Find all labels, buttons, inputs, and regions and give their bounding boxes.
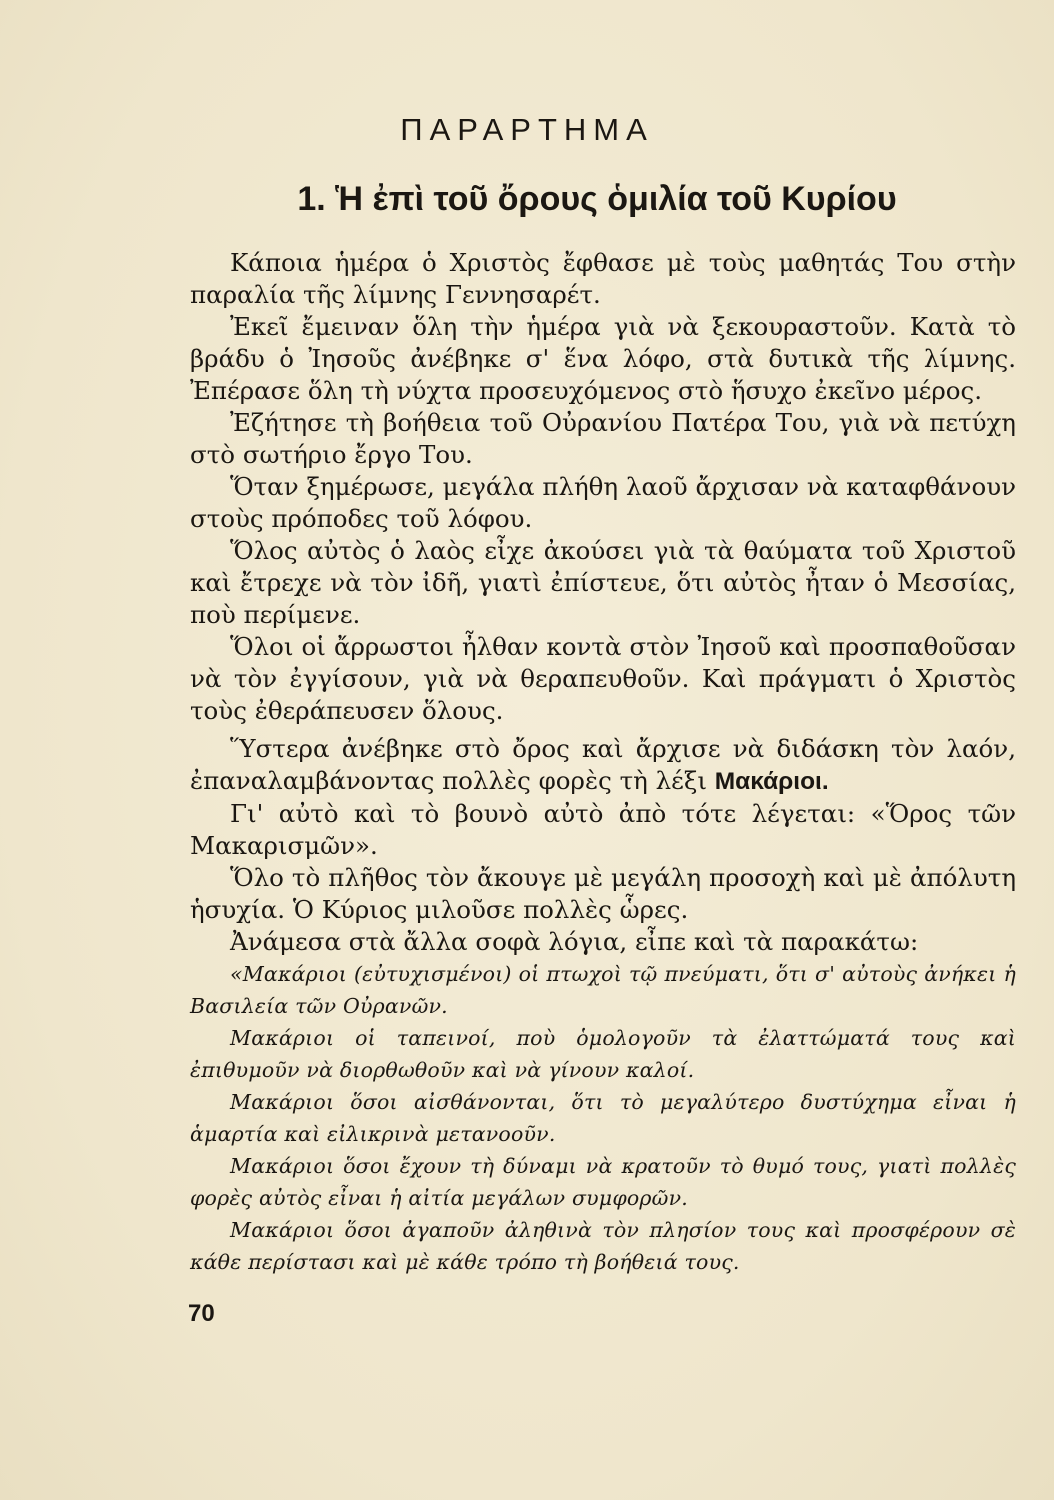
paragraph-6: Ὅλοι οἱ ἄρρωστοι ἦλθαν κοντὰ στὸν Ἰησοῦ καὶ προσπαθοῦσαν νὰ τὸν ἐγγίσουν, γιὰ νὰ θεραπευθοῦν. Καὶ πράγματι ὁ Χριστὸς τοὺς ἐθεράπευσεν ὅλους. [190,632,1016,725]
paragraph-1: Κάποια ἡμέρα ὁ Χριστὸς ἔφθασε μὲ τοὺς μαθητάς Του στὴν παραλία τῆς λίμνης Γεννησαρέτ. [190,248,1016,309]
paragraph-5: Ὅλος αὐτὸς ὁ λαὸς εἶχε ἀκούσει γιὰ τὰ θαύματα τοῦ Χριστοῦ καὶ ἔτρεχε νὰ τὸν ἰδῆ, γιατὶ ἐπίστευε, ὅτι αὐτὸς ἦταν ὁ Μεσσίας, ποὺ περίμενε. [190,536,1016,629]
makarioi-word: Μακάριοι. [714,768,829,795]
paragraph-7 [190,733,1016,798]
beatitude-3: Μακάριοι ὅσοι αἰσθάνονται, ὅτι τὸ μεγαλύτερο δυστύχημα εἶναι ἡ ἁμαρτία καὶ εἰλικρινὰ μετανοοῦν. [190,1090,1016,1146]
beatitude-2: Μακάριοι οἱ ταπεινοί, ποὺ ὁμολογοῦν τὰ ἐλαττώματά τους καὶ ἐπιθυμοῦν νὰ διορθωθοῦν καὶ νὰ γίνουν καλοί. [190,1026,1016,1082]
section-title: 1. Ἡ ἐπὶ τοῦ ὄρους ὁμιλία τοῦ Κυρίου [297,180,897,218]
paragraph-4: Ὅταν ξημέρωσε, μεγάλα πλήθη λαοῦ ἄρχισαν νὰ καταφθάνουν στοὺς πρόποδες τοῦ λόφου. [190,472,1016,533]
paragraph-9: Ὅλο τὸ πλῆθος τὸν ἄκουγε μὲ μεγάλη προσοχὴ καὶ μὲ ἀπόλυτη ἡσυχία. Ὁ Κύριος μιλοῦσε πολλὲς ὧρες. [190,863,1016,924]
paragraph-3: Ἐζήτησε τὴ βοήθεια τοῦ Οὐρανίου Πατέρα Του, γιὰ νὰ πετύχη στὸ σωτήριο ἔργο Του. [190,408,1016,469]
beatitude-5: Μακάριοι ὅσοι ἀγαποῦν ἀληθινὰ τὸν πλησίον τους καὶ προσφέρουν σὲ κάθε περίστασι καὶ μὲ κάθε τρόπο τὴ βοήθειά τους. [190,1218,1016,1274]
text-body [190,247,1016,1278]
page-number: 70 [188,1300,215,1327]
page-heading: ΠΑΡΑΡΤΗΜΑ [400,112,654,147]
paragraph-10: Ἀνάμεσα στὰ ἄλλα σοφὰ λόγια, εἶπε καὶ τὰ παρακάτω: [230,927,919,956]
paragraph-7-text: Ὕστερα ἀνέβηκε στὸ ὄρος καὶ ἄρχισε νὰ διδάσκη τὸν λαόν, ἐπαναλαμβάνοντας πολλὲς φορὲς τὴ λέξι [190,734,1016,795]
paragraph-8: Γι' αὐτὸ καὶ τὸ βουνὸ αὐτὸ ἀπὸ τότε λέγεται: «Ὅρος τῶν Μακαρισμῶν». [190,799,1016,860]
beatitude-4: Μακάριοι ὅσοι ἔχουν τὴ δύναμι νὰ κρατοῦν τὸ θυμό τους, γιατὶ πολλὲς φορὲς αὐτὸς εἶναι ἡ αἰτία μεγάλων συμφορῶν. [190,1154,1016,1210]
beatitude-1: «Μακάριοι (εὐτυχισμένοι) οἱ πτωχοὶ τῷ πνεύματι, ὅτι σ' αὐτοὺς ἀνήκει ἡ Βασιλεία τῶν Οὐρανῶν. [190,962,1016,1018]
paragraph-2: Ἐκεῖ ἔμειναν ὅλη τὴν ἡμέρα γιὰ νὰ ξεκουραστοῦν. Κατὰ τὸ βράδυ ὁ Ἰησοῦς ἀνέβηκε σ' ἕνα λόφο, στὰ δυτικὰ τῆς λίμνης. Ἐπέρασε ὅλη τὴ νύχτα προσευχόμενος στὸ ἥσυχο ἐκεῖνο μέρος. [190,312,1016,405]
